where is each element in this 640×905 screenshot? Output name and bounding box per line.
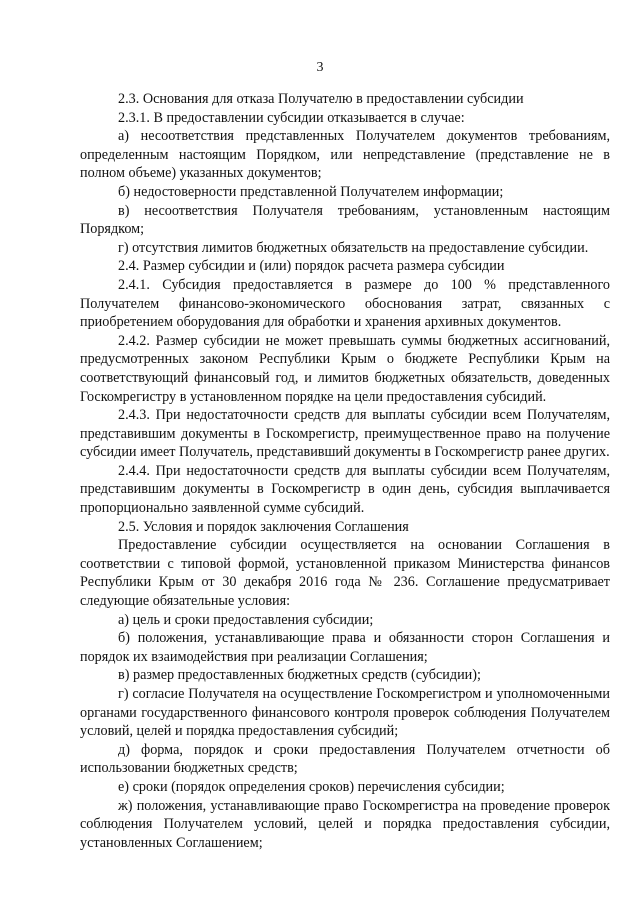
clause-2-4-2: 2.4.2. Размер субсидии не может превышать суммы бюджетных ассигнований, предусмотренных законом Республики Крым о бюджете Республики Крым на соответствующий финансовый год, и лимитов бюджетных обязательств, доведенных Госкомрегистру в установленном порядке на цели предоставления субсидий. bbox=[80, 332, 610, 405]
condition-item-d: д) форма, порядок и сроки предоставления Получателем отчетности об использовании бюджетных средств; bbox=[80, 741, 610, 777]
condition-item-zh: ж) положения, устанавливающие право Госкомрегистра на проведение проверок соблюдения Получателем условий, целей и порядка предоставления субсидии, установленных Соглашением; bbox=[80, 797, 610, 851]
section-heading-2-5: 2.5. Условия и порядок заключения Соглашения bbox=[118, 518, 409, 535]
clause-2-3-1: 2.3.1. В предоставлении субсидии отказывается в случае: bbox=[118, 109, 465, 126]
condition-item-g: г) согласие Получателя на осуществление Госкомрегистром и уполномоченными органами государственного финансового контроля проверок соблюдения Получателем условий, целей и порядка предоставления субсидий; bbox=[80, 686, 610, 740]
agreement-paragraph: Предоставление субсидии осуществляется на основании Соглашения в соответствии с типовой формой, установленной приказом Министерства финансов Республики Крым от 30 декабря 2016 года № 236. Соглашение предусматривает следующие обязательные условия: bbox=[80, 537, 610, 610]
list-item-v: в) несоответствия Получателя требованиям, установленным настоящим Порядком; bbox=[80, 202, 610, 238]
document-body bbox=[80, 90, 610, 852]
condition-item-e: е) сроки (порядок определения сроков) перечисления субсидии; bbox=[118, 778, 505, 795]
clause-2-4-3: 2.4.3. При недостаточности средств для выплаты субсидии всем Получателям, представившим документы в Госкомрегистр, преимущественное право на получение субсидии имеет Получатель, представивший документы в Госкомрегистр ранее других. bbox=[80, 407, 610, 461]
list-item-b: б) недостоверности представленной Получателем информации; bbox=[118, 183, 504, 200]
clause-2-4-4: 2.4.4. При недостаточности средств для выплаты субсидии всем Получателям, представившим документы в Госкомрегистр в один день, субсидия выплачивается пропорционально заявленной сумме субсидий. bbox=[80, 462, 610, 517]
condition-item-b: б) положения, устанавливающие права и обязанности сторон Соглашения и порядок их взаимодействия при реализации Соглашения; bbox=[80, 630, 610, 665]
section-heading-2-3: 2.3. Основания для отказа Получателю в предоставлении субсидии bbox=[118, 91, 524, 107]
list-item-g: г) отсутствия лимитов бюджетных обязательств на предоставление субсидии. bbox=[118, 239, 589, 256]
section-heading-2-4: 2.4. Размер субсидии и (или) порядок расчета размера субсидии bbox=[118, 258, 505, 275]
page-number: 3 bbox=[316, 60, 324, 75]
condition-item-v: в) размер предоставленных бюджетных средств (субсидии); bbox=[118, 667, 481, 684]
clause-2-4-1: 2.4.1. Субсидия предоставляется в размере до 100 % представленного Получателем финансово-экономического обоснования затрат, связанных с приобретением оборудования для обработки и хранения архивных документов. bbox=[80, 276, 610, 331]
condition-item-a: а) цель и сроки предоставления субсидии; bbox=[118, 611, 374, 628]
list-item-a: а) несоответствия представленных Получателем документов требованиям, определенным настоящим Порядком, или непредставление (представление не в полном объеме) указанных документов; bbox=[80, 128, 610, 182]
